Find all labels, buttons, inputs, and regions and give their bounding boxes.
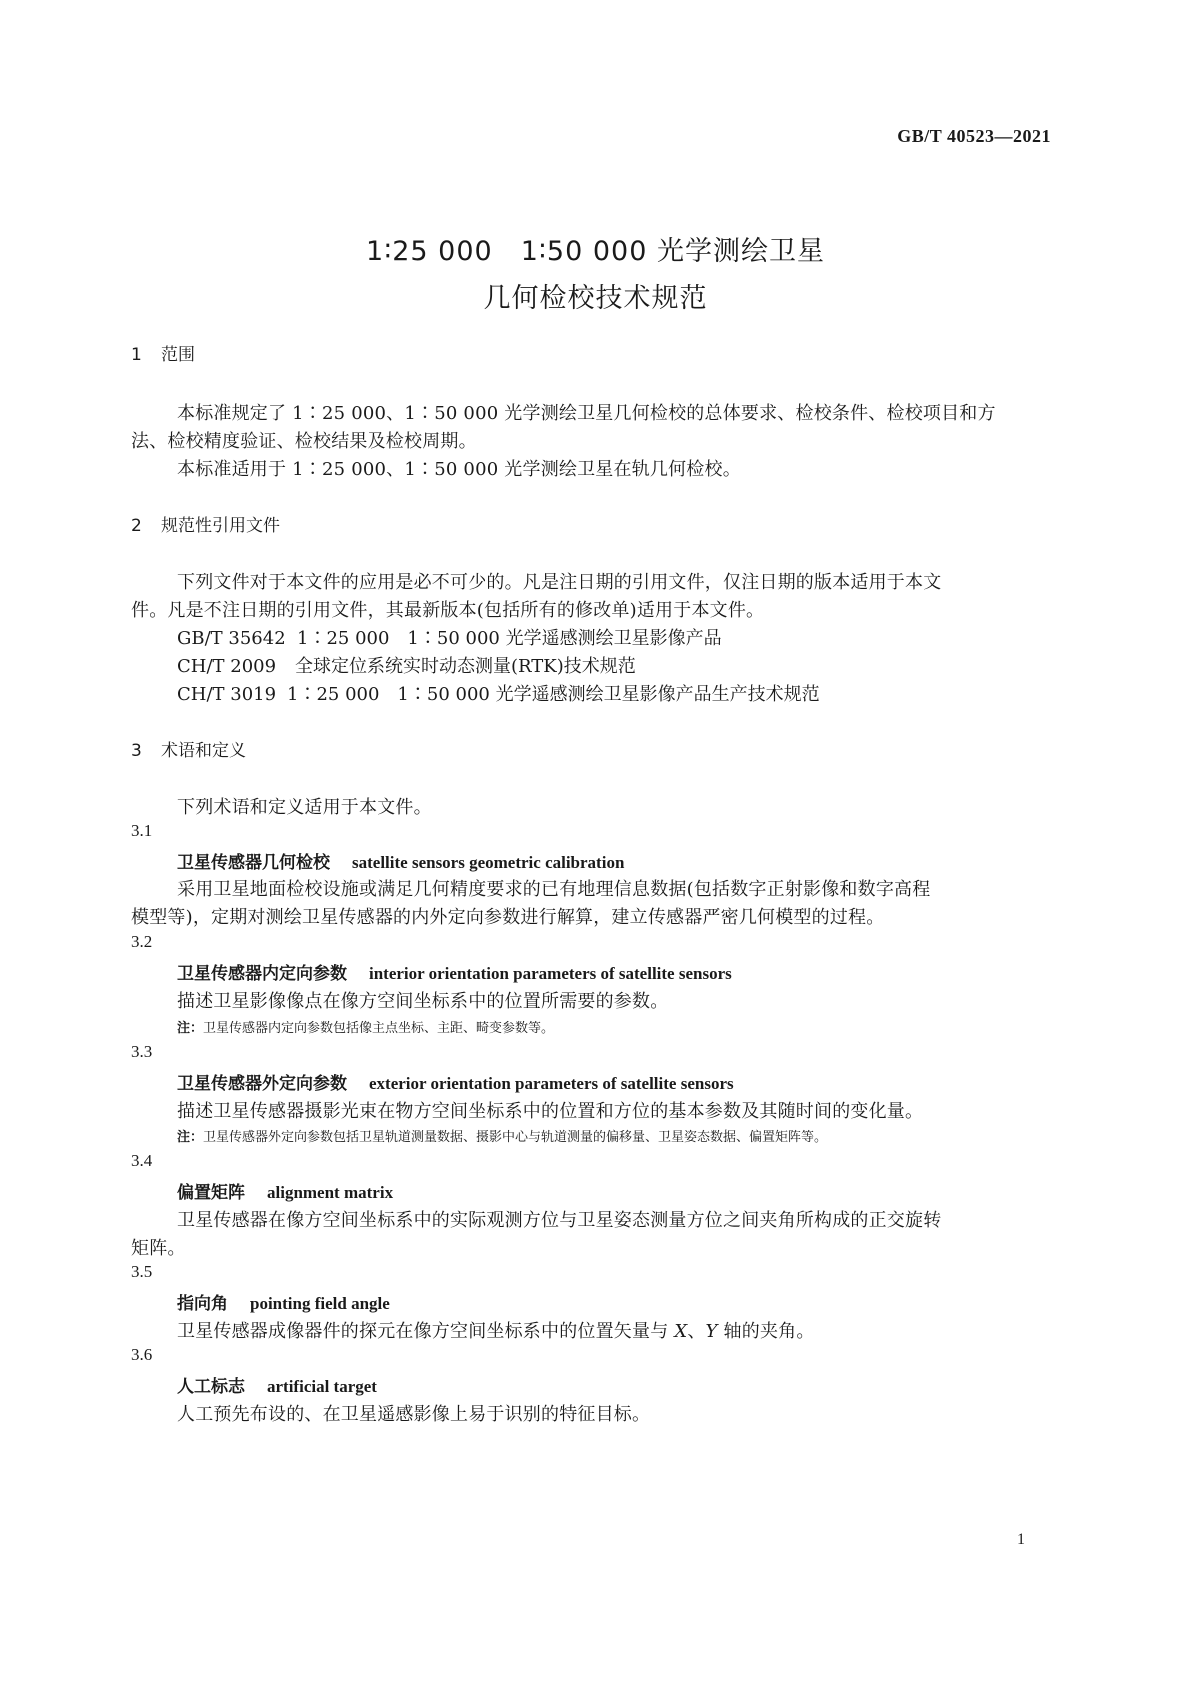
note-label: 注：: [177, 1130, 204, 1145]
term-heading: [177, 1178, 393, 1203]
term-heading: [177, 848, 624, 873]
term-heading: [177, 1069, 734, 1094]
section-title: 规范性引用文件: [161, 516, 280, 536]
term-number: 3.2: [131, 932, 153, 951]
term-note: [177, 1017, 554, 1036]
document-title-line-2: 几何检校技术规范: [483, 283, 708, 314]
y-axis-symbol: Y: [705, 1321, 718, 1342]
term-definition-line-2: 矩阵。: [131, 1238, 186, 1259]
term-heading: [177, 1289, 390, 1314]
note-text: 卫星传感器内定向参数包括像主点坐标、主距、畸变参数等。: [203, 1021, 555, 1036]
term-number: 3.5: [131, 1262, 153, 1281]
terms-intro: 下列术语和定义适用于本文件。: [177, 797, 432, 818]
reference-title: 1∶25 000 1∶50 000 光学遥感测绘卫星影像产品: [297, 628, 722, 649]
term-english: interior orientation parameters of satellite sensors: [369, 964, 732, 983]
section-number: 3: [131, 741, 142, 761]
term-definition-line-1: 描述卫星传感器摄影光束在物方空间坐标系中的位置和方位的基本参数及其随时间的变化量。: [177, 1101, 924, 1122]
section-heading-normative-references: [131, 511, 280, 536]
reference-title: 1∶25 000 1∶50 000 光学遥感测绘卫星影像产品生产技术规范: [287, 684, 820, 705]
reference-code: GB/T 35642: [177, 628, 286, 649]
section-heading-terms-definitions: [131, 736, 246, 761]
document-number: GB/T 40523—2021: [897, 126, 1051, 146]
term-english: satellite sensors geometric calibration: [352, 853, 625, 872]
reference-item: [177, 652, 636, 678]
scope-paragraph-1-line-1: 本标准规定了 1∶25 000、1∶50 000 光学测绘卫星几何检校的总体要求、检校条件、检校项目和方: [177, 403, 996, 424]
reference-title: 全球定位系统实时动态测量(RTK)技术规范: [295, 656, 636, 677]
term-english: pointing field angle: [250, 1294, 390, 1313]
section-title: 范围: [161, 345, 195, 365]
definition-text: 卫星传感器成像器件的探元在像方空间坐标系中的位置矢量与: [177, 1321, 675, 1342]
term-chinese: 偏置矩阵: [177, 1183, 245, 1203]
term-chinese: 指向角: [177, 1294, 228, 1314]
term-heading: [177, 959, 732, 984]
reference-code: CH/T 2009: [177, 656, 277, 677]
definition-text: 轴的夹角。: [717, 1321, 815, 1342]
term-definition-line-1: 卫星传感器在像方空间坐标系中的实际观测方位与卫星姿态测量方位之间夹角所构成的正交旋转: [177, 1210, 942, 1231]
reference-code: CH/T 3019: [177, 684, 277, 705]
section-number: 2: [131, 516, 142, 536]
section-number: 1: [131, 345, 142, 365]
term-chinese: 人工标志: [177, 1377, 245, 1397]
term-definition-line-1: 描述卫星影像像点在像方空间坐标系中的位置所需要的参数。: [177, 991, 669, 1012]
term-english: artificial target: [267, 1377, 377, 1396]
scope-paragraph-1-line-2: 法、检校精度验证、检校结果及检校周期。: [131, 431, 477, 452]
page-number: 1: [1017, 1531, 1025, 1548]
references-intro-line-2: 件。凡是不注日期的引用文件，其最新版本(包括所有的修改单)适用于本文件。: [131, 600, 765, 621]
term-english: alignment matrix: [267, 1183, 394, 1202]
note-text: 卫星传感器外定向参数包括卫星轨道测量数据、摄影中心与轨道测量的偏移量、卫星姿态数据、偏置矩阵等。: [203, 1130, 828, 1145]
reference-item: [177, 624, 722, 650]
references-intro-line-1: 下列文件对于本文件的应用是必不可少的。凡是注日期的引用文件，仅注日期的版本适用于本文: [177, 572, 942, 593]
x-axis-symbol: X: [674, 1321, 688, 1342]
term-chinese: 卫星传感器内定向参数: [177, 964, 347, 984]
term-number: 3.6: [131, 1345, 153, 1364]
note-label: 注：: [177, 1021, 204, 1036]
term-english: exterior orientation parameters of satellite sensors: [369, 1074, 734, 1093]
reference-item: [177, 680, 820, 706]
term-definition-line-2: 模型等)，定期对测绘卫星传感器的内外定向参数进行解算，建立传感器严密几何模型的过程。: [131, 907, 885, 928]
term-chinese: 卫星传感器外定向参数: [177, 1074, 347, 1094]
section-heading-scope: [131, 340, 195, 365]
term-definition-line-1: 人工预先布设的、在卫星遥感影像上易于识别的特征目标。: [177, 1404, 651, 1425]
definition-separator: 、: [687, 1321, 706, 1342]
term-note: [177, 1126, 827, 1145]
section-title: 术语和定义: [161, 741, 246, 761]
term-definition-line-1: [177, 1317, 815, 1343]
term-chinese: 卫星传感器几何检校: [177, 853, 330, 873]
term-number: 3.3: [131, 1042, 153, 1061]
term-definition-line-1: 采用卫星地面检校设施或满足几何精度要求的已有地理信息数据(包括数字正射影像和数字高程: [177, 879, 931, 900]
term-number: 3.1: [131, 821, 153, 840]
term-heading: [177, 1372, 377, 1397]
scope-paragraph-2: 本标准适用于 1∶25 000、1∶50 000 光学测绘卫星在轨几何检校。: [177, 459, 741, 480]
document-title-line-1: 1∶25 000 1∶50 000 光学测绘卫星: [366, 236, 825, 267]
term-number: 3.4: [131, 1151, 153, 1170]
